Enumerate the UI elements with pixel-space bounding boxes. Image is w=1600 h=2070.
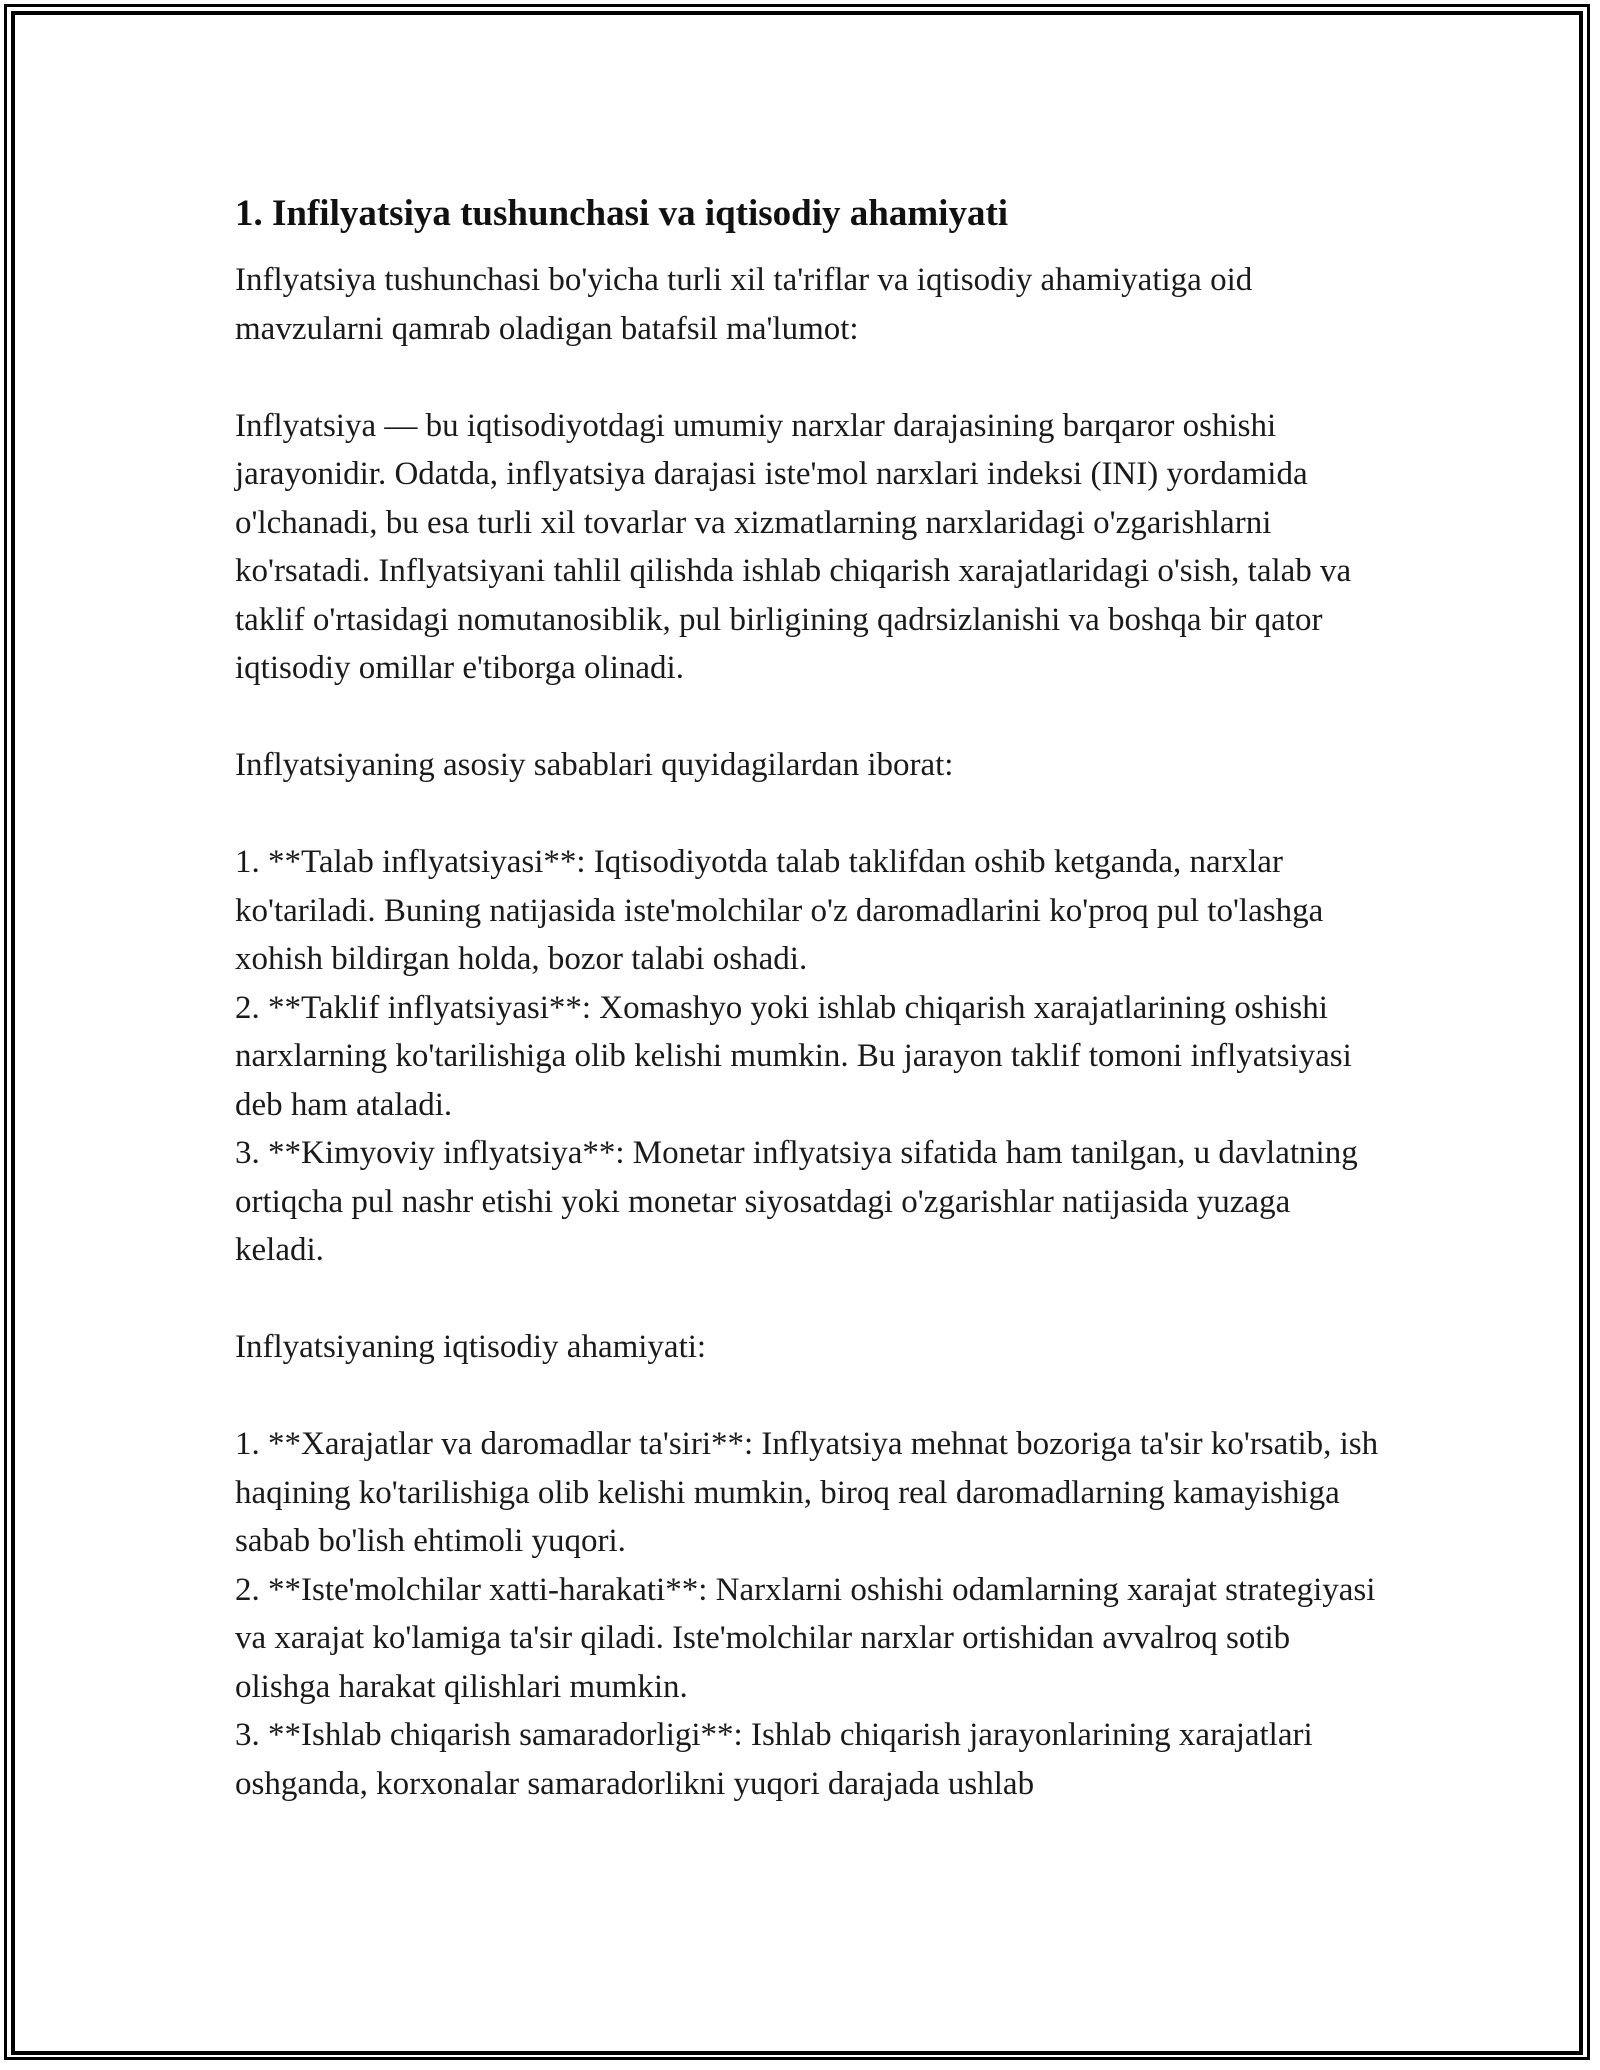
spacer: [235, 353, 1385, 402]
importance-list: [235, 1420, 1385, 1808]
list-item: 2. **Taklif inflyatsiyasi**: Xomashyo yoki ishlab chiqarish xarajatlarining oshishi narxlarning ko'tarilishiga olib kelishi mumkin. Bu jarayon taklif tomoni inflyatsiyasi deb ham ataladi.: [235, 989, 1352, 1123]
spacer: [235, 1275, 1385, 1324]
list-item: 2. **Iste'molchilar xatti-harakati**: Narxlarni oshishi odamlarning xarajat strategiyasi va xarajat ko'lamiga ta'sir qiladi. Iste'molchilar narxlar ortishidan avvalroq sotib olishga harakat qilishlari mumkin.: [235, 1571, 1376, 1705]
document-title: 1. Infilyatsiya tushunchasi va iqtisodiy ahamiyati: [235, 193, 1009, 234]
spacer: [235, 1372, 1385, 1421]
list-item: 3. **Ishlab chiqarish samaradorligi**: Ishlab chiqarish jarayonlarining xarajatlari oshganda, korxonalar samaradorlikni yuqori darajada ushlab: [235, 1717, 1313, 1802]
list-item: 3. **Kimyoviy inflyatsiya**: Monetar inflyatsiya sifatida ham tanilgan, u davlatning ortiqcha pul nashr etishi yoki monetar siyosatdagi o'zgarishlar natijasida yuzaga keladi.: [235, 1135, 1358, 1268]
list-item: 1. **Xarajatlar va daromadlar ta'siri**: Inflyatsiya mehnat bozoriga ta'sir ko'rsatib, ish haqining ko'tarilishiga olib kelishi mumkin, biroq real daromadlarning kamayishiga sabab bo'lish ehtimoli yuqori.: [235, 1426, 1379, 1559]
spacer: [235, 790, 1385, 839]
importance-heading: Inflyatsiyaning iqtisodiy ahamiyati:: [235, 1329, 707, 1365]
causes-heading: Inflyatsiyaning asosiy sabablari quyidagilardan iborat:: [235, 747, 954, 783]
document-body: [235, 186, 1385, 1808]
list-item: 1. **Talab inflyatsiyasi**: Iqtisodiyotda talab taklifdan oshib ketganda, narxlar ko'tariladi. Buning natijasida iste'molchilar o'z daromadlarini ko'proq pul to'lashga xohish bildirgan holda, bozor talabi oshadi.: [235, 844, 1324, 977]
causes-list: [235, 838, 1385, 1275]
spacer: [235, 693, 1385, 742]
intro-paragraph: Inflyatsiya tushunchasi bo'yicha turli xil ta'riflar va iqtisodiy ahamiyatiga oid mavzularni qamrab oladigan batafsil ma'lumot:: [235, 262, 1253, 347]
definition-paragraph: Inflyatsiya — bu iqtisodiyotdagi umumiy narxlar darajasining barqaror oshishi jarayonidir. Odatda, inflyatsiya darajasi iste'mol narxlari indeksi (INI) yordamida o'lchanadi, bu esa turli xil tovarlar va xizmatlarning narxlaridagi o'zgarishlarni ko'rsatadi. Inflyatsiyani tahlil qilishda ishlab chiqarish xarajatlaridagi o'sish, talab va taklif o'rtasidagi nomutanosiblik, pul birligining qadrsizlanishi va boshqa bir qator iqtisodiy omillar e'tiborga olinadi.: [235, 407, 1352, 686]
